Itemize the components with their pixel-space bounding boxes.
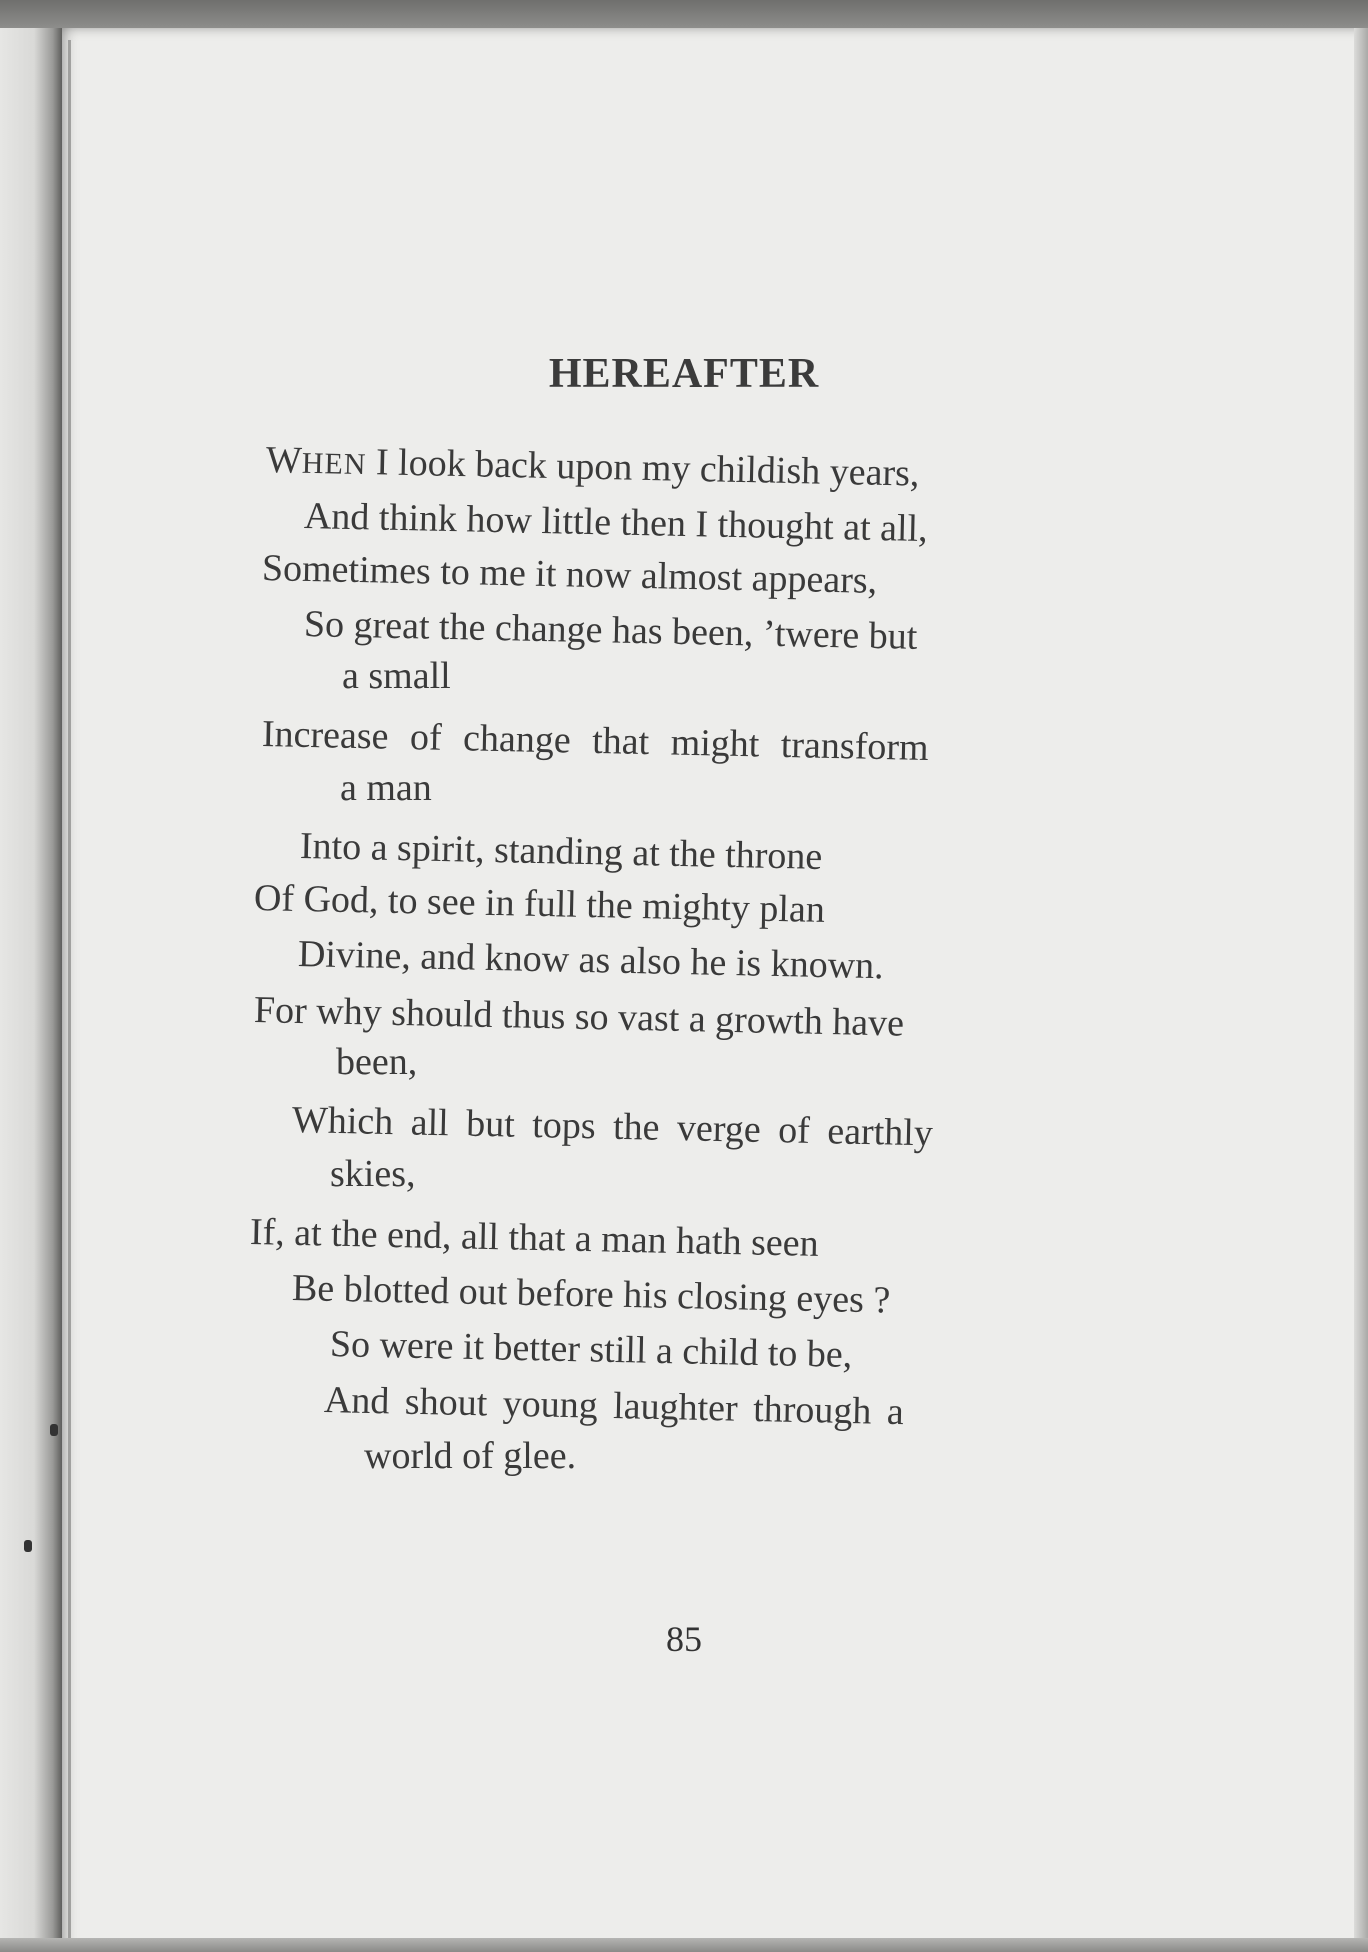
small-caps-word: HEN (301, 446, 367, 482)
poem-line: Which all but tops the verge of earthly (291, 1099, 934, 1155)
poem-line-continuation: skies, (330, 1153, 416, 1195)
poem-line: Of God, to see in full the mighty plan (253, 877, 826, 931)
drop-initial: W (265, 439, 303, 482)
poem-line: Increase of change that might transform (261, 713, 929, 769)
poem-line: Divine, and know as also he is known. (297, 933, 885, 988)
poem-line: For why should thus so vast a growth have (253, 989, 905, 1045)
poem-line-continuation: world of glee. (364, 1435, 577, 1477)
book-gutter (0, 28, 62, 1952)
poem-line: Be blotted out before his closing eyes ? (291, 1267, 891, 1322)
poem-line: And think how little then I thought at all, (303, 495, 929, 551)
scan-bottom-border (0, 1938, 1368, 1952)
poem-title: HEREAFTER (548, 351, 820, 397)
poem-line: So great the change has been, ’twere but (303, 603, 918, 658)
page-right-edge (1354, 28, 1368, 1952)
poem-line-continuation: been, (336, 1041, 418, 1083)
poem-line: And shout young laughter through a (323, 1379, 905, 1434)
poem-line-1-rest: I look back upon my childish years, (366, 441, 920, 495)
poem-line-continuation: a man (340, 767, 432, 809)
poem-line: Sometimes to me it now almost appears, (261, 547, 878, 602)
poem-line: Into a spirit, standing at the throne (299, 825, 823, 878)
poem-line: So were it better still a child to be, (329, 1323, 853, 1376)
poem-line-continuation: a small (342, 655, 451, 697)
binding-mark (50, 1424, 58, 1436)
binding-mark (24, 1540, 32, 1552)
gutter-line (68, 40, 71, 1952)
page-number: 85 (666, 1619, 702, 1659)
poem-line: If, at the end, all that a man hath seen (249, 1211, 820, 1265)
